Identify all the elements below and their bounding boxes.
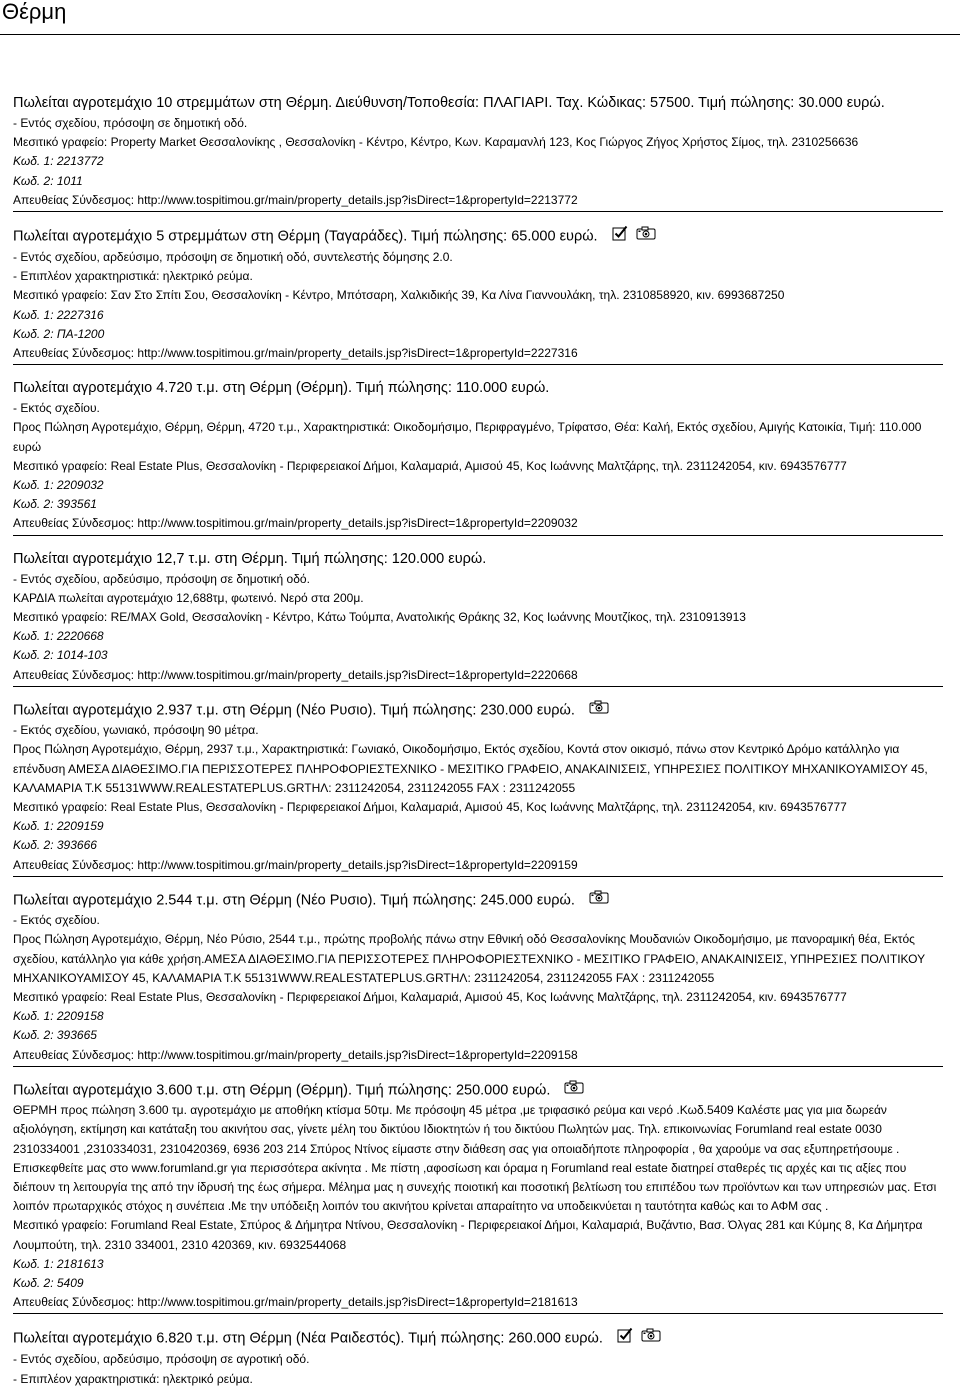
- listing-code-2: Κωδ. 2: 393665: [13, 1028, 97, 1043]
- listing-header: [13, 890, 943, 911]
- listing-detail-line: - Εντός σχεδίου, αρδεύσιμο, πρόσοψη σε αγροτική οδό.: [13, 1352, 310, 1367]
- listing-detail-line: Προς Πώληση Αγροτεμάχιο, Θέρμη, 2937 τ.μ., Χαρακτηριστικά: Γωνιακό, Οικοδομήσιμο, Εκτός σχεδίου, Κοντά στον οικισμό, πάνω στον Κεντρικό Δρόμο κατάλληλο για επένδυση ΑΜΕΣΑ ΔΙΑΘΕΣΙΜΟ.ΓΙΑ ΠΕΡΙΣΣΟΤΕΡΕΣ ΠΛΗΡΟΦΟΡΙΕΣΤΕΧΝΙΚΟ - ΜΕΣΙΤΙΚΟ ΓΡΑΦΕΙΟ, ΑΝΑΚΑΙΝΙΣΕΙΣ, ΥΠΗΡΕΣΙΕΣ ΠΟΛΙΤΙΚΟΥ ΜΗΧΑΝΙΚΟΥΑΜΙΣΟΥ 45, ΚΑΛΑΜΑΡΙΑ Τ.Κ 55131WWW.REALESTATEPLUS.GRTHΛ: 2311242054, 2311242055 FAX : 2311242055: [13, 742, 928, 795]
- listing: [13, 890, 943, 1067]
- listings-container: [13, 93, 943, 1389]
- listing-title[interactable]: Πωλείται αγροτεμάχιο 5 στρεμμάτων στη Θέρμη (Ταγαράδες). Τιμή πώλησης: 65.000 ευρώ.: [13, 228, 598, 245]
- listing: [13, 700, 943, 877]
- listing-header: [13, 1327, 943, 1350]
- listing-title[interactable]: Πωλείται αγροτεμάχιο 10 στρεμμάτων στη Θέρμη. Διεύθυνση/Τοποθεσία: ΠΛΑΓΙΑΡΙ. Ταχ. Κώδικας: 57500. Τιμή πώλησης: 30.000 ευρώ.: [13, 95, 885, 111]
- listing-detail-line: ΚΑΡΔΙΑ πωλείται αγροτεμάχιο 12,688τμ, φωτεινό. Νερό στα 200μ.: [13, 590, 364, 605]
- listing: [13, 225, 943, 365]
- listing-detail-line: - Εκτός σχεδίου, γωνιακό, πρόσοψη 90 μέτρα.: [13, 723, 259, 738]
- camera-icon: [641, 1328, 661, 1342]
- listing-detail-line: - Εντός σχεδίου, αρδεύσιμο, πρόσοψη σε δημοτική οδό.: [13, 571, 310, 586]
- listing: [13, 549, 943, 687]
- listing-title[interactable]: Πωλείται αγροτεμάχιο 2.544 τ.μ. στη Θέρμη (Νέο Ρυσιο). Τιμή πώλησης: 245.000 ευρώ.: [13, 892, 575, 909]
- camera-icon[interactable]: [589, 890, 609, 911]
- camera-icon[interactable]: [589, 700, 609, 721]
- listing-code-2: Κωδ. 2: 1014-103: [13, 648, 108, 663]
- page-title: Θέρμη: [2, 0, 67, 24]
- listing-title[interactable]: Πωλείται αγροτεμάχιο 4.720 τ.μ. στη Θέρμη (Θέρμη). Τιμή πώλησης: 110.000 ευρώ.: [13, 380, 550, 397]
- listing-title[interactable]: Πωλείται αγροτεμάχιο 12,7 τ.μ. στη Θέρμη. Τιμή πώλησης: 120.000 ευρώ.: [13, 550, 487, 567]
- listing-direct-link[interactable]: Απευθείας Σύνδεσμος: http://www.tospitimou.gr/main/property_details.jsp?isDirect=1&propertyId=2220668: [13, 666, 943, 687]
- listing-direct-link[interactable]: Απευθείας Σύνδεσμος: http://www.tospitimou.gr/main/property_details.jsp?isDirect=1&propertyId=2209032: [13, 514, 943, 535]
- camera-icon: [589, 700, 609, 714]
- listing-direct-link[interactable]: Απευθείας Σύνδεσμος: http://www.tospitimou.gr/main/property_details.jsp?isDirect=1&propertyId=2209159: [13, 856, 943, 877]
- listing-title[interactable]: Πωλείται αγροτεμάχιο 6.820 τ.μ. στη Θέρμη (Νέα Ραιδεστός). Τιμή πώλησης: 260.000 ευρώ.: [13, 1330, 603, 1347]
- listing-header: [13, 225, 943, 248]
- listing-detail-line: - Εντός σχεδίου, πρόσοψη σε δημοτική οδό.: [13, 116, 248, 130]
- listing-code-1: Κωδ. 1: 2209159: [13, 819, 104, 834]
- listing: [13, 378, 943, 535]
- listing-header: [13, 378, 943, 399]
- listing-detail-line: Προς Πώληση Αγροτεμάχιο, Θέρμη, Νέο Ρύσιο, 2544 τ.μ., πρώτης προβολής πάνω στην Εθνική οδό Θεσσαλονίκης Μουδανιών Οικοδομήσιμο, με πανοραμική θέα, Εκτός σχεδίου, κατάλληλο για κάθε χρήση.ΑΜΕΣΑ ΔΙΑΘΕΣΙΜΟ.ΓΙΑ ΠΕΡΙΣΣΟΤΕΡΕΣ ΠΛΗΡΟΦΟΡΙΕΣΤΕΧΝΙΚΟ - ΜΕΣΙΤΙΚΟ ΓΡΑΦΕΙΟ, ΑΝΑΚΑΙΝΙΣΕΙΣ, ΥΠΗΡΕΣΙΕΣ ΠΟΛΙΤΙΚΟΥ ΜΗΧΑΝΙΚΟΥΑΜΙΣΟΥ 45, ΚΑΛΑΜΑΡΙΑ Τ.Κ 55131WWW.REALESTATEPLUS.GRTHΛ: 2311242054, 2311242055 FAX : 2311242055: [13, 932, 925, 985]
- listing-detail-line: Μεσιτικό γραφείο: Real Estate Plus, Θεσσαλονίκη - Περιφερειακοί Δήμοι, Καλαμαριά, Αμισού 45, Κος Ιωάννης Μαλτζάρης, τηλ. 2311242054, κιν. 6943576777: [13, 458, 847, 473]
- listing-detail-line: Μεσιτικό γραφείο: Σαν Στο Σπίτι Σου, Θεσσαλονίκη - Κέντρο, Μπότσαρη, Χαλκιδικής 39, Κα Λίνα Γιαννουλάκη, τηλ. 2310858920, κιν. 6993687250: [13, 288, 785, 303]
- camera-icon[interactable]: [564, 1080, 584, 1101]
- listing-code-1: Κωδ. 1: 2209032: [13, 478, 104, 493]
- checkbox-icon[interactable]: [612, 225, 628, 248]
- listing-detail-line: - Εκτός σχεδίου.: [13, 913, 100, 928]
- listing-detail-line: - Επιπλέον χαρακτηριστικά: ηλεκτρικό ρεύμα.: [13, 1371, 253, 1386]
- listing-detail-line: Μεσιτικό γραφείο: Forumland Real Estate, Σπύρος & Δήμητρα Ντίνου, Θεσσαλονίκη - Περιφερειακοί Δήμοι, Καλαμαριά, Βυζάντιο, Βασ. Όλγας 281 και Κύμης 8, Κα Δήμητρα Λουμπούτη, τηλ. 2310 334001, 2310 420369, κιν. 6932544068: [13, 1218, 923, 1252]
- listing: [13, 1327, 943, 1388]
- listing: [13, 1080, 943, 1315]
- listing-code-1: Κωδ. 1: 2227316: [13, 307, 104, 322]
- listing-direct-link[interactable]: Απευθείας Σύνδεσμος: http://www.tospitimou.gr/main/property_details.jsp?isDirect=1&propertyId=2181613: [13, 1293, 943, 1314]
- camera-icon: [564, 1080, 584, 1094]
- listing-direct-link[interactable]: Απευθείας Σύνδεσμος: http://www.tospitimou.gr/main/property_details.jsp?isDirect=1&propertyId=2213772: [13, 191, 943, 212]
- listing-detail-line: ΘΕΡΜΗ προς πώληση 3.600 τμ. αγροτεμάχιο με αποθήκη κτίσμα 50τμ. Με πρόσοψη 45 μέτρα ,με τριφασικό ρεύμα και νερό .Κωδ.5409 Καλέστε μας για μια δωρεάν αξιολόγηση, εκτίμηση και κατάταξη του ακινήτου σας, γίνετε μέλη του δικτύου Ιδιοκτητών ή του δικτύου Πωλητών μας. Τηλ. επικοινωνίας Forumland real estate 0030 2310334001 ,2310334031, 2310420369, 6936 203 214 Σπύρος Ντίνος είμαστε στην διάθεση σας για οποιαδήποτε πληροφορία , θα χαρούμε να σας εξυπηρετήσουμε . Επισκεφθείτε μας στο www.forumland.gr για περισσότερα ακίνητα . Με πίστη ,αφοσίωση και όραμα η Forumland real estate διατηρεί σταθερές τις αρχές και τις αξίες που διέπουν τη λειτουργία της από την ίδρυσή της έως σήμερα. Μέλημα μας η συνεχής ποιοτική και ποσοτική βελτίωση του επιπέδου των προϊόντων και των υπηρεσιών μας. Ετσι λοιπόν πρωταρχικός στόχος η συνέπεια .Με την υπόδειξη λοιπόν του ακινήτου κρίνεται απαραίτητο να υποδεικνύεται η ταυτότητα καθώς και το ΑΦΜ σας .: [13, 1103, 937, 1214]
- listing-header: [13, 93, 943, 114]
- listing-detail-line: Μεσιτικό γραφείο: Real Estate Plus, Θεσσαλονίκη - Περιφερειακοί Δήμοι, Καλαμαριά, Αμισού 45, Κος Ιωάννης Μαλτζάρης, τηλ. 2311242054, κιν. 6943576777: [13, 800, 847, 815]
- listing-code-2: Κωδ. 2: 5409: [13, 1275, 84, 1290]
- listing-code-1: Κωδ. 1: 2209158: [13, 1009, 104, 1024]
- listing-detail-line: Μεσιτικό γραφείο: Property Market Θεσσαλονίκης , Θεσσαλονίκη - Κέντρο, Κέντρο, Κων. Καραμανλή 123, Κος Γιώργος Ζήγος Χρήστος Σίμος, τηλ. 2310256636: [13, 135, 859, 150]
- camera-icon[interactable]: [636, 226, 656, 247]
- listing-title[interactable]: Πωλείται αγροτεμάχιο 3.600 τ.μ. στη Θέρμη (Θέρμη). Τιμή πώλησης: 250.000 ευρώ.: [13, 1082, 551, 1099]
- checkbox-icon: [612, 225, 628, 241]
- listing-header: [13, 549, 943, 570]
- listing-code-1: Κωδ. 1: 2220668: [13, 629, 104, 644]
- listing-title[interactable]: Πωλείται αγροτεμάχιο 2.937 τ.μ. στη Θέρμη (Νέο Ρυσιο). Τιμή πώλησης: 230.000 ευρώ.: [13, 702, 575, 719]
- listing-direct-link[interactable]: Απευθείας Σύνδεσμος: http://www.tospitimou.gr/main/property_details.jsp?isDirect=1&propertyId=2227316: [13, 344, 943, 365]
- listing-detail-line: Προς Πώληση Αγροτεμάχιο, Θέρμη, Θέρμη, 4720 τ.μ., Χαρακτηριστικά: Οικοδομήσιμο, Περιφραγμένο, Τρίφατσο, Θέα: Καλή, Εκτός σχεδίου, Αμιγής Κατοικία, Τιμή: 110.000 ευρώ: [13, 420, 922, 454]
- camera-icon: [636, 226, 656, 240]
- listing-detail-line: Μεσιτικό γραφείο: Real Estate Plus, Θεσσαλονίκη - Περιφερειακοί Δήμοι, Καλαμαριά, Αμισού 45, Κος Ιωάννης Μαλτζάρης, τηλ. 2311242054, κιν. 6943576777: [13, 989, 847, 1004]
- camera-icon: [589, 890, 609, 904]
- camera-icon[interactable]: [641, 1328, 661, 1349]
- listing-direct-link[interactable]: Απευθείας Σύνδεσμος: http://www.tospitimou.gr/main/property_details.jsp?isDirect=1&propertyId=2209158: [13, 1046, 943, 1067]
- listing-code-2: Κωδ. 2: 393561: [13, 497, 97, 512]
- listing-detail-line: - Εντός σχεδίου, αρδεύσιμο, πρόσοψη σε δημοτική οδό, συντελεστής δόμησης 2.0.: [13, 250, 453, 265]
- listing-header: [13, 1080, 943, 1101]
- listing-code-2: Κωδ. 2: ΠΑ-1200: [13, 326, 105, 341]
- listing-code-1: Κωδ. 1: 2213772: [13, 154, 104, 169]
- listing-code-2: Κωδ. 2: 1011: [13, 173, 83, 188]
- listing-code-1: Κωδ. 1: 2181613: [13, 1256, 104, 1271]
- title-divider: [0, 34, 960, 35]
- listing-detail-line: - Εκτός σχεδίου.: [13, 401, 100, 416]
- listing-header: [13, 700, 943, 721]
- listing: [13, 93, 943, 212]
- listing-detail-line: Μεσιτικό γραφείο: RE/MAX Gold, Θεσσαλονίκη - Κέντρο, Κάτω Τούμπα, Ανατολικής Θράκης 32, Κος Ιωάννης Μουτζίκος, τηλ. 2310913913: [13, 610, 746, 625]
- listing-detail-line: - Επιπλέον χαρακτηριστικά: ηλεκτρικό ρεύμα.: [13, 269, 253, 284]
- checkbox-icon[interactable]: [617, 1327, 633, 1350]
- listing-code-2: Κωδ. 2: 393666: [13, 838, 97, 853]
- checkbox-icon: [617, 1327, 633, 1343]
